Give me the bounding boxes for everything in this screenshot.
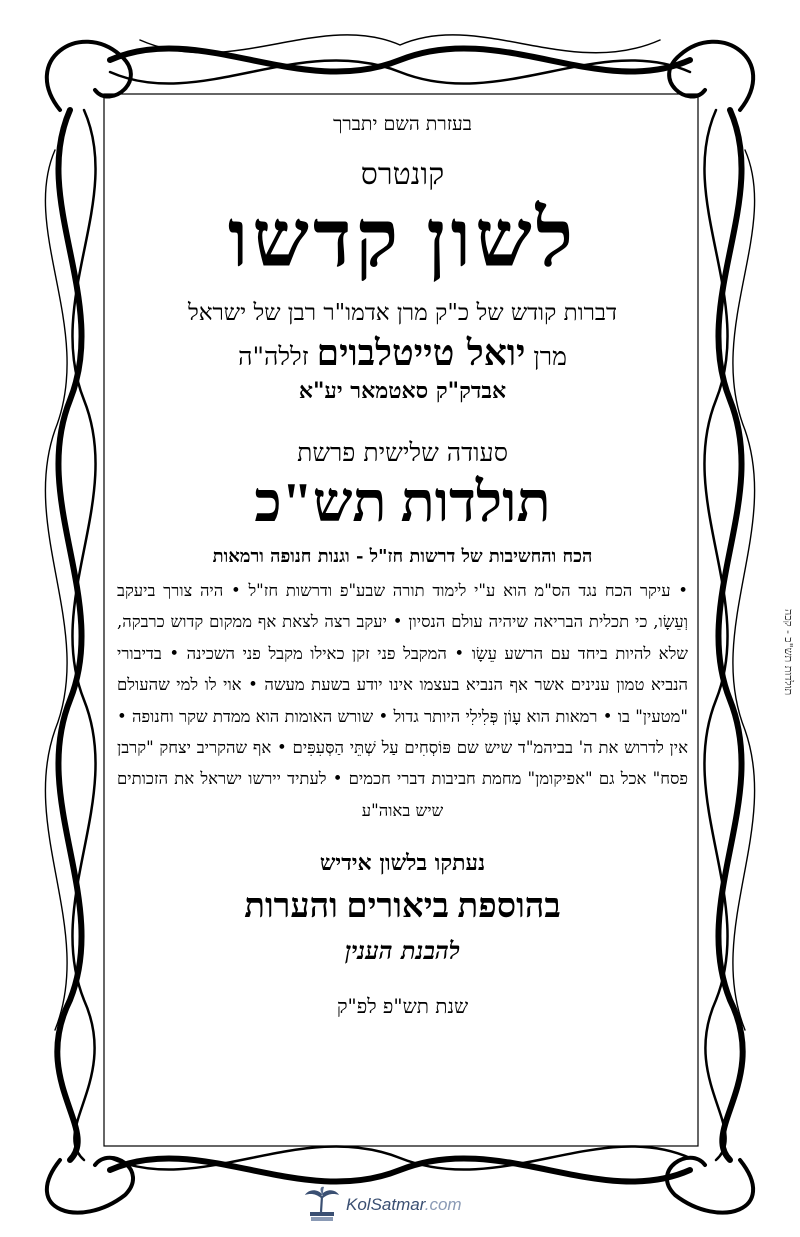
kolsatmar-logo[interactable] — [302, 1185, 522, 1225]
rebbe-name-line — [115, 332, 690, 374]
title-page — [115, 105, 690, 1019]
parsha-title: תולדות תש"כ — [254, 472, 551, 534]
rebbe-suffix: זללה"ה — [238, 342, 309, 371]
translated-note: נעתקו בלשון אידיש — [319, 850, 486, 877]
book-title: לשון קדשו — [227, 196, 578, 284]
author-intro: דברות קודש של כ"ק מרן אדמו"ר רבן של ישראל — [187, 300, 618, 326]
understanding-heading: להבנת הענין — [345, 936, 460, 966]
rebbe-name: יואל טייטלבוים — [316, 332, 526, 374]
side-running-header: תולדות תש"כ - קכה — [782, 608, 795, 695]
logo-brand: KolSatmar.com — [346, 1195, 462, 1214]
rebbe-prefix: מרן — [533, 342, 567, 371]
topic-heading: הכח והחשיבות של דרשות חז"ל - וגנות חנופה ורמאות — [212, 546, 593, 567]
rebbe-city: אבדק"ק סאטמאר יע"א — [298, 378, 507, 404]
additions-heading: בהוספת ביאורים והערות — [244, 888, 561, 926]
kuntres-label: קונטרס — [360, 158, 445, 191]
palm-tree-book-icon — [302, 1186, 342, 1224]
summary-paragraph: • עיקר הכח נגד הס"מ הוא ע"י לימוד תורה שבע"פ ודרשות חז"ל • היה צורך ביעקב וְעֵשָׂו, כי תכלית הבריאה שיהיה עולם הנסיון • יעקב רצה לצאת אף ממקום קדוש כרבקה, שלא להיות ביחד עם הרשע עֵשָׂו • המקבל פני זקן כאילו מקבל פני השכינה • בדיבורי הנביא טמון ענינים אשר אף הנביא בעצמו אינו יודע בשעת מעשה • אוי לו למי שהעולם "מטעין" בו • רמאות הוא עָוֹן פְּלִילִי היותר גדול • שורש האומות הוא ממדת שקר וחנופה • אין לדרוש את ה' בביהמ"ד שיש שם פּוֹסְחִים עַל שְׁתֵּי הַסְּעִפִּים • אף שהקריב יצחק "קרבן פסח" אכל גם "אפיקומן" מחמת חביבות דברי חכמים • לעתיד יירשו ישראל את הזכותים שיש באוה"ע — [117, 581, 688, 820]
blessing-heading: בעזרת השם יתברך — [333, 113, 472, 135]
seudah-label: סעודה שלישית פרשת — [297, 438, 508, 467]
publication-year: שנת תש"פ לפ"ק — [336, 994, 469, 1019]
logo-domain: .com — [424, 1195, 462, 1214]
